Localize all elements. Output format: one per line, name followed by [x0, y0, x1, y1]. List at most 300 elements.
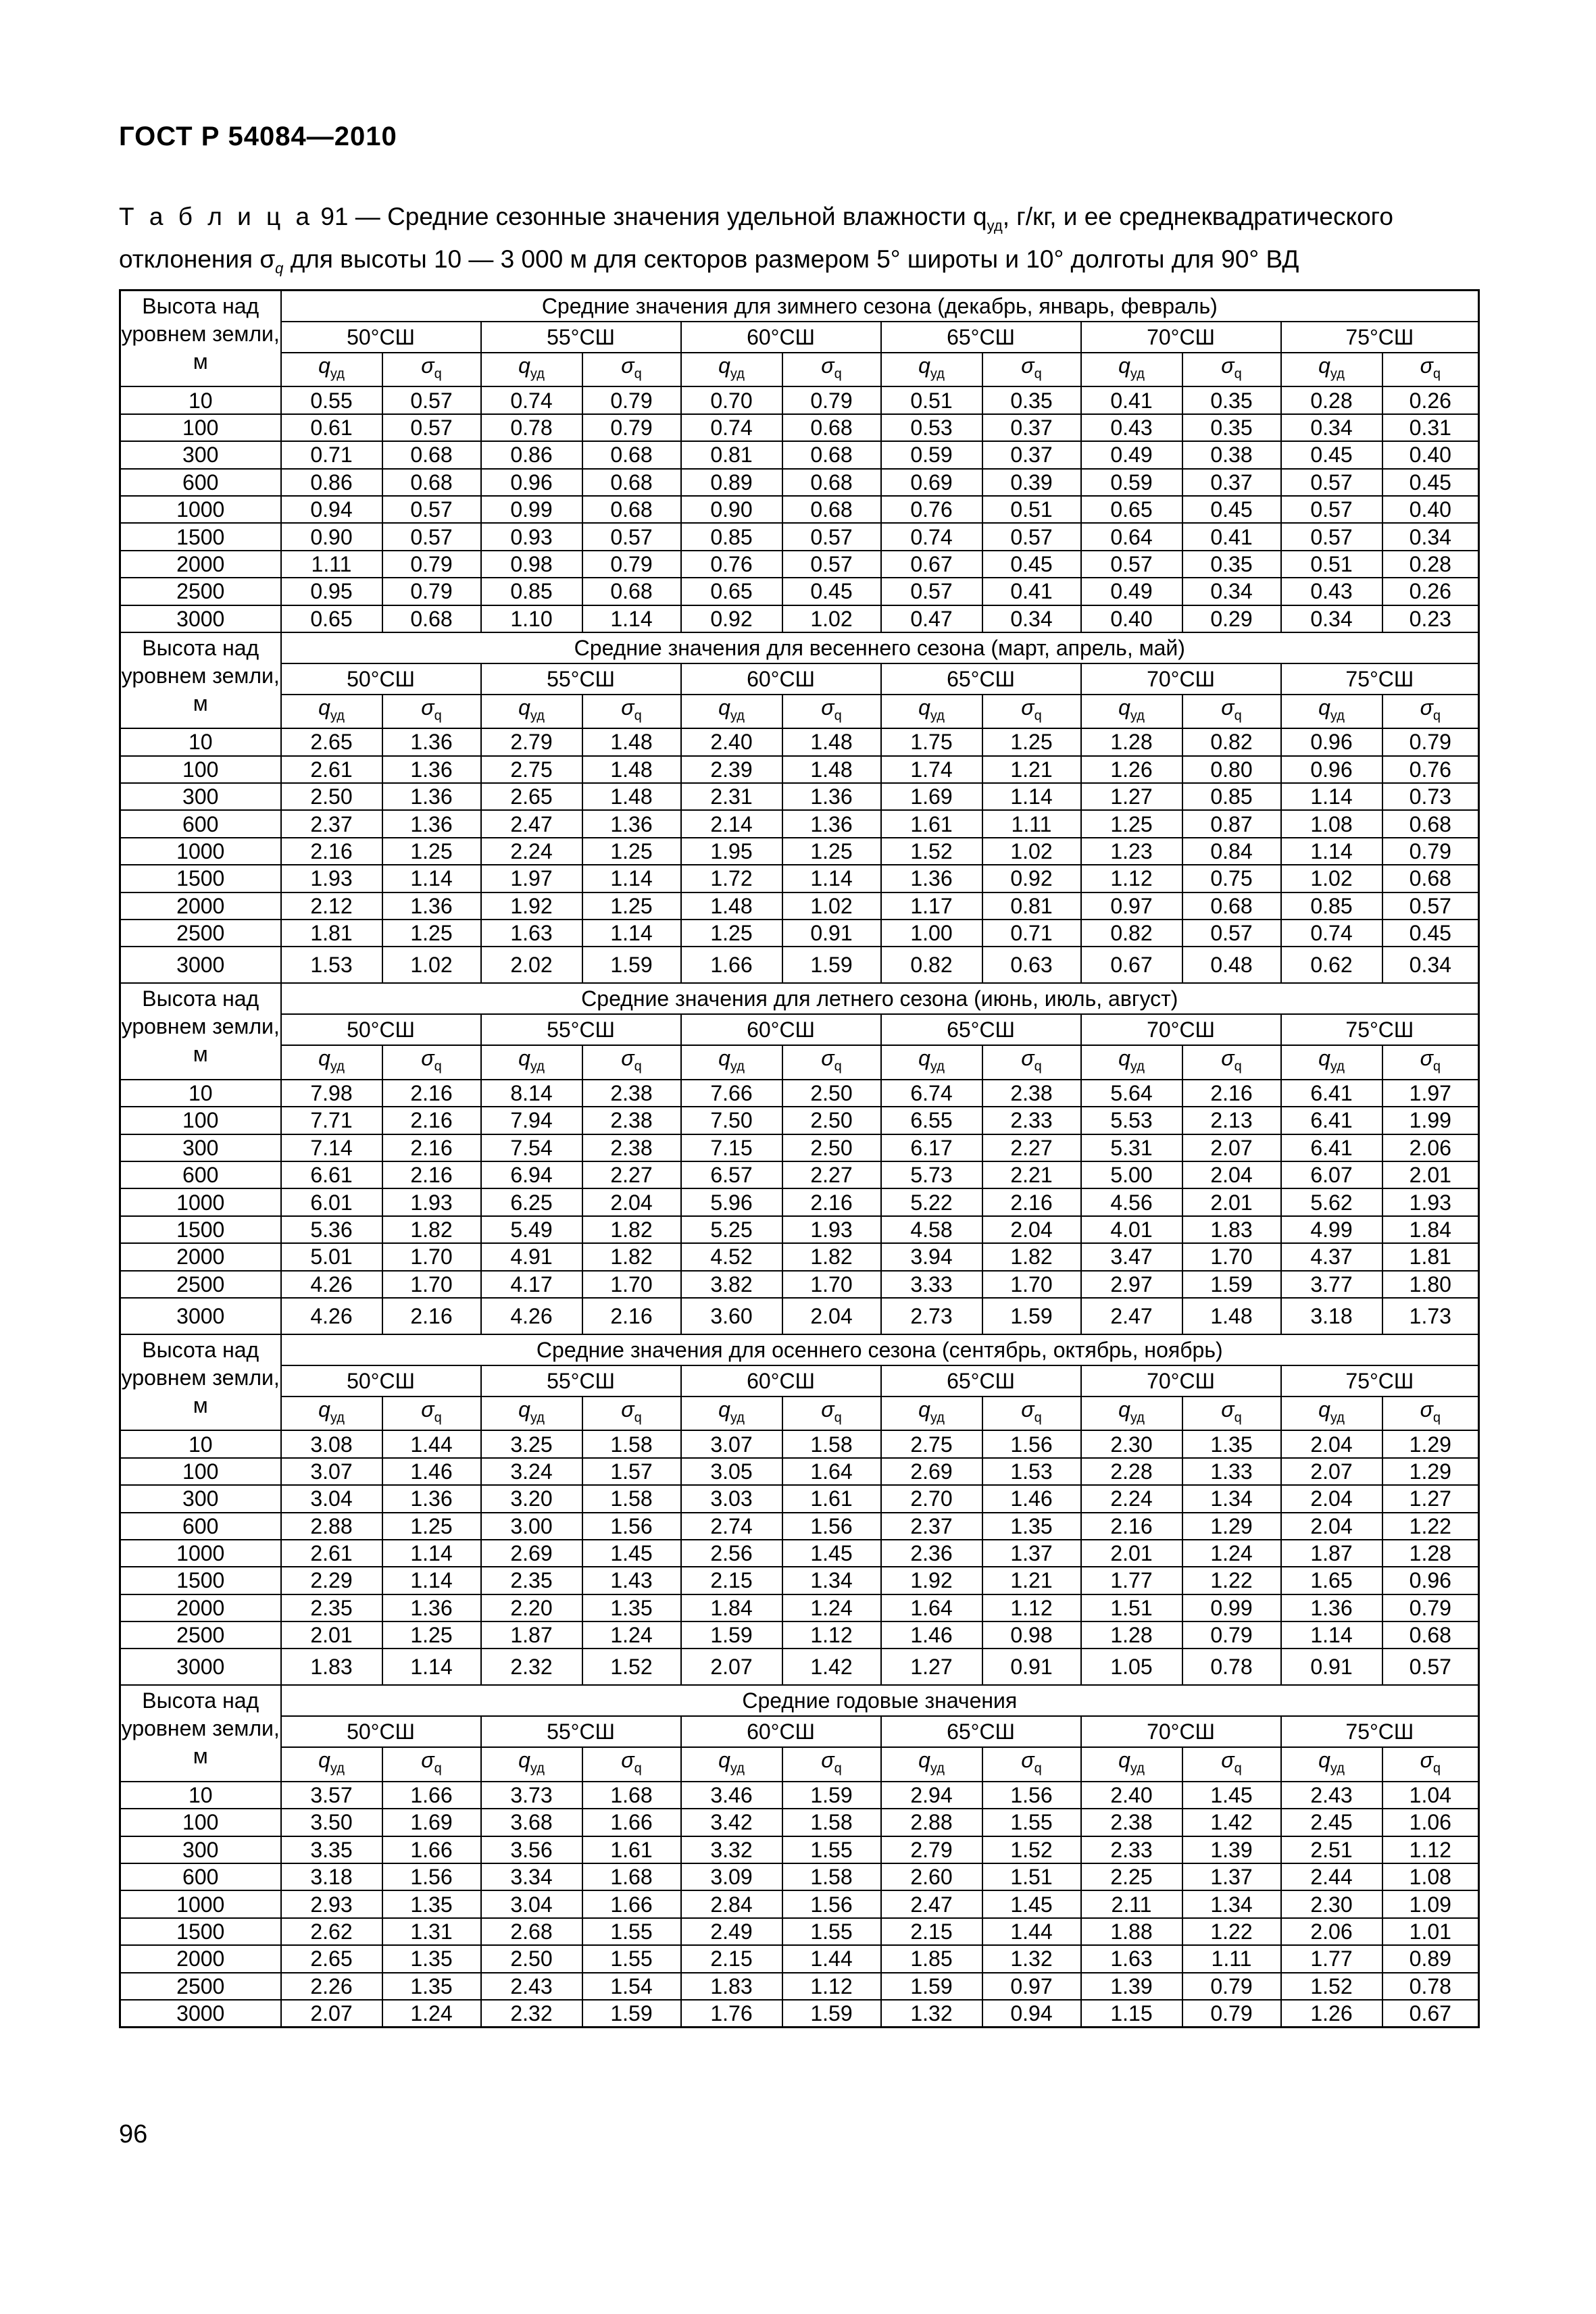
sigma-q-value: 1.14	[382, 1540, 481, 1567]
caption-prefix: Т а б л и ц а	[119, 203, 314, 230]
latitude-header: 65°СШ	[881, 1716, 1081, 1747]
sigma-q-value: 1.70	[1182, 1243, 1281, 1270]
sigma-q-header	[1382, 695, 1479, 728]
q-ud-value: 0.69	[881, 469, 982, 496]
q-ud-value: 1.26	[1081, 756, 1182, 783]
sigma-q-value: 1.14	[582, 920, 681, 947]
sigma-q-value: 1.52	[582, 1649, 681, 1685]
q-ud-value: 1.25	[681, 920, 782, 947]
table-row	[120, 551, 1479, 578]
q-ud-value: 1.92	[881, 1567, 982, 1594]
sigma-q-value: 1.82	[782, 1243, 881, 1270]
sigma-q-value: 0.57	[582, 523, 681, 550]
sigma-q-value: 1.68	[582, 1782, 681, 1809]
sigma-q-value: 0.79	[382, 578, 481, 605]
q-ud-header-subscript: уд	[930, 366, 945, 382]
q-ud-value: 2.44	[1281, 1863, 1382, 1890]
sigma-q-value: 2.04	[582, 1188, 681, 1215]
sigma-q-header	[582, 695, 681, 728]
q-ud-value: 1.10	[481, 605, 582, 632]
q-ud-value: 2.61	[281, 756, 382, 783]
q-ud-value: 0.96	[1281, 756, 1382, 783]
table-row	[120, 1649, 1479, 1685]
sigma-q-value: 2.01	[1182, 1188, 1281, 1215]
q-ud-value: 4.91	[481, 1243, 582, 1270]
sigma-q-value: 1.99	[1382, 1107, 1479, 1134]
q-ud-value: 4.37	[1281, 1243, 1382, 1270]
sigma-q-header	[1182, 695, 1281, 728]
q-ud-value: 3.04	[281, 1485, 382, 1512]
table-row	[120, 1134, 1479, 1161]
sigma-q-value: 2.04	[1182, 1161, 1281, 1188]
q-ud-value: 3.42	[681, 1809, 782, 1836]
sigma-q-value: 1.12	[1382, 1836, 1479, 1863]
sigma-q-value: 2.50	[782, 1080, 881, 1107]
q-ud-value: 1.02	[1281, 865, 1382, 892]
sigma-q-value: 1.29	[1182, 1513, 1281, 1540]
height-value: 2000	[120, 1945, 281, 1972]
sigma-q-value: 1.82	[982, 1243, 1081, 1270]
height-value: 10	[120, 1430, 281, 1457]
q-ud-value: 2.37	[881, 1513, 982, 1540]
sigma-q-header-symbol: $\sigma_q$	[1420, 695, 1441, 724]
height-value: 300	[120, 1485, 281, 1512]
q-ud-value: 1.27	[1081, 783, 1182, 810]
sigma-q-value: 0.99	[1182, 1594, 1281, 1621]
sigma-q-value: 2.33	[982, 1107, 1081, 1134]
q-ud-header	[1081, 1045, 1182, 1079]
sigma-q-value: 1.12	[782, 1621, 881, 1649]
q-ud-value: 4.52	[681, 1243, 782, 1270]
q-ud-value: 2.04	[1281, 1513, 1382, 1540]
sigma-q-value: 0.96	[1382, 1567, 1479, 1594]
table-row	[120, 728, 1479, 755]
caption-text3: для высоты 10 — 3 000 м для секторов размером 5° широты и 10° долготы для 90° ВД	[283, 245, 1299, 274]
q-ud-value: 0.45	[1281, 441, 1382, 468]
q-ud-header-symbol: $q_{уд}$	[518, 1397, 545, 1426]
q-ud-value: 2.30	[1281, 1890, 1382, 1917]
q-ud-header-subscript: уд	[930, 1059, 945, 1074]
height-value: 300	[120, 1134, 281, 1161]
sigma-q-header	[382, 1397, 481, 1430]
q-ud-value: 2.65	[281, 1945, 382, 1972]
q-ud-value: 2.47	[1081, 1298, 1182, 1334]
q-ud-value: 0.96	[1281, 728, 1382, 755]
sigma-q-value: 0.41	[1182, 523, 1281, 550]
sigma-q-header-symbol: $\sigma_q$	[821, 1748, 842, 1776]
q-ud-value: 3.20	[481, 1485, 582, 1512]
latitude-header: 65°СШ	[881, 1365, 1081, 1397]
sigma-q-header-subscript: q	[434, 1059, 442, 1074]
q-ud-value: 2.16	[281, 838, 382, 865]
sigma-q-value: 1.45	[1182, 1782, 1281, 1809]
sigma-q-value: 1.48	[1182, 1298, 1281, 1334]
sigma-q-header-subscript: q	[634, 1761, 642, 1776]
sigma-q-header-subscript: q	[1234, 708, 1242, 724]
symbol-row	[120, 1045, 1479, 1079]
sigma-q-value: 1.83	[1182, 1216, 1281, 1243]
q-ud-value: 2.33	[1081, 1836, 1182, 1863]
q-ud-value: 0.76	[881, 496, 982, 523]
q-ud-value: 0.90	[281, 523, 382, 550]
q-ud-value: 1.75	[881, 728, 982, 755]
sigma-q-value: 1.57	[582, 1458, 681, 1485]
sigma-q-value: 1.59	[582, 2000, 681, 2028]
sigma-q-header-symbol: $\sigma_q$	[421, 1748, 442, 1776]
sigma-q-value: 0.45	[1382, 920, 1479, 947]
sigma-q-header-symbol: $\sigma_q$	[1420, 1748, 1441, 1776]
sigma-q-value: 1.53	[982, 1458, 1081, 1485]
sigma-q-header	[1182, 1397, 1281, 1430]
height-value: 2500	[120, 1271, 281, 1298]
sigma-q-header-subscript: q	[1234, 1059, 1242, 1074]
height-value: 10	[120, 728, 281, 755]
q-ud-value: 2.51	[1281, 1836, 1382, 1863]
q-ud-header-symbol: $q_{уд}$	[318, 353, 345, 382]
sigma-q-value: 0.57	[1382, 892, 1479, 920]
humidity-table-wrapper	[119, 289, 1478, 2028]
sigma-q-value: 0.57	[1382, 1649, 1479, 1685]
q-ud-header-symbol: $q_{уд}$	[1318, 1748, 1345, 1776]
q-ud-value: 6.01	[281, 1188, 382, 1215]
sigma-q-header-subscript: q	[1234, 1761, 1242, 1776]
sigma-q-value: 0.79	[1382, 1594, 1479, 1621]
sigma-q-value: 2.50	[782, 1134, 881, 1161]
sigma-q-header	[382, 353, 481, 386]
sigma-q-value: 0.45	[782, 578, 881, 605]
q-ud-value: 0.53	[881, 414, 982, 441]
sigma-q-value: 1.93	[382, 1188, 481, 1215]
sigma-q-value: 1.36	[382, 892, 481, 920]
sigma-q-header-symbol: $\sigma_q$	[621, 1046, 642, 1074]
sigma-q-value: 1.48	[782, 756, 881, 783]
sigma-q-header-subscript: q	[1432, 1410, 1441, 1426]
q-ud-value: 2.15	[681, 1945, 782, 1972]
sigma-q-value: 0.89	[1382, 1945, 1479, 1972]
sigma-q-value: 0.45	[982, 551, 1081, 578]
q-ud-value: 2.01	[1081, 1540, 1182, 1567]
sigma-q-value: 0.68	[782, 414, 881, 441]
sigma-q-value: 1.29	[1382, 1430, 1479, 1457]
sigma-q-header-subscript: q	[834, 1059, 842, 1074]
q-ud-header	[1081, 1747, 1182, 1781]
q-ud-value: 2.62	[281, 1918, 382, 1945]
q-ud-header	[1281, 695, 1382, 728]
q-ud-value: 5.73	[881, 1161, 982, 1188]
table-row	[120, 2000, 1479, 2028]
latitude-header: 70°СШ	[1081, 1716, 1281, 1747]
sigma-q-value: 1.37	[982, 1540, 1081, 1567]
sigma-q-value: 1.25	[382, 1513, 481, 1540]
q-ud-value: 1.77	[1281, 1945, 1382, 1972]
height-value: 1500	[120, 523, 281, 550]
sigma-q-value: 2.16	[382, 1080, 481, 1107]
sigma-q-value: 0.23	[1382, 605, 1479, 632]
q-ud-value: 0.95	[281, 578, 382, 605]
q-ud-header-subscript: уд	[730, 366, 745, 382]
q-ud-header-subscript: уд	[730, 1410, 745, 1426]
latitude-header: 55°СШ	[481, 663, 681, 695]
q-ud-header-symbol: $q_{уд}$	[918, 695, 945, 724]
q-ud-header-subscript: уд	[1130, 366, 1145, 382]
q-ud-header	[881, 695, 982, 728]
q-ud-value: 3.46	[681, 1782, 782, 1809]
q-ud-value: 6.57	[681, 1161, 782, 1188]
section-title: Средние значения для осеннего сезона (сентябрь, октябрь, ноябрь)	[281, 1334, 1479, 1365]
page-number: 96	[119, 2120, 148, 2148]
sigma-q-value: 1.56	[982, 1430, 1081, 1457]
q-ud-value: 2.40	[1081, 1782, 1182, 1809]
height-value: 1000	[120, 1890, 281, 1917]
sigma-q-value: 0.68	[382, 441, 481, 468]
sigma-q-value: 0.48	[1182, 947, 1281, 983]
height-label: Высота над уровнем земли, м	[120, 983, 281, 1079]
q-ud-value: 2.36	[881, 1540, 982, 1567]
q-ud-value: 0.57	[1281, 523, 1382, 550]
sigma-q-value: 1.44	[782, 1945, 881, 1972]
sigma-q-value: 1.14	[982, 783, 1081, 810]
q-ud-value: 4.01	[1081, 1216, 1182, 1243]
sigma-q-header-symbol: $\sigma_q$	[821, 353, 842, 382]
sigma-q-value: 1.58	[582, 1430, 681, 1457]
q-ud-value: 1.28	[1081, 728, 1182, 755]
q-ud-value: 2.88	[881, 1809, 982, 1836]
height-value: 600	[120, 469, 281, 496]
q-ud-header-subscript: уд	[1330, 366, 1345, 382]
sigma-q-value: 0.26	[1382, 578, 1479, 605]
q-ud-header	[1281, 1397, 1382, 1430]
q-ud-header-subscript: уд	[530, 1761, 545, 1776]
table-row	[120, 523, 1479, 550]
q-ud-value: 2.37	[281, 810, 382, 837]
q-ud-header-symbol: $q_{уд}$	[1318, 1397, 1345, 1426]
q-ud-value: 0.74	[881, 523, 982, 550]
latitude-row	[120, 1014, 1479, 1045]
q-ud-value: 0.82	[1081, 920, 1182, 947]
sigma-q-value: 0.75	[1182, 865, 1281, 892]
q-ud-value: 2.32	[481, 2000, 582, 2028]
height-value: 10	[120, 1782, 281, 1809]
sigma-q-value: 1.46	[982, 1485, 1081, 1512]
q-ud-header-symbol: $q_{уд}$	[318, 1046, 345, 1074]
sigma-q-value: 1.56	[582, 1513, 681, 1540]
sigma-q-value: 0.79	[582, 386, 681, 413]
q-ud-value: 3.73	[481, 1782, 582, 1809]
q-ud-value: 7.15	[681, 1134, 782, 1161]
height-value: 600	[120, 1161, 281, 1188]
q-ud-value: 2.75	[881, 1430, 982, 1457]
sigma-q-value: 1.82	[382, 1216, 481, 1243]
sigma-q-value: 1.35	[1182, 1430, 1281, 1457]
q-ud-value: 1.28	[1081, 1621, 1182, 1649]
latitude-row	[120, 663, 1479, 695]
sigma-q-value: 0.51	[982, 496, 1081, 523]
sigma-q-value: 0.68	[782, 441, 881, 468]
q-ud-value: 3.68	[481, 1809, 582, 1836]
q-ud-value: 2.75	[481, 756, 582, 783]
sigma-q-header-subscript: q	[1034, 1761, 1042, 1776]
sigma-q-value: 0.57	[382, 414, 481, 441]
sigma-q-value: 0.29	[1182, 605, 1281, 632]
sigma-q-value: 1.58	[782, 1809, 881, 1836]
sigma-q-header	[782, 1397, 881, 1430]
sigma-q-value: 0.38	[1182, 441, 1281, 468]
q-ud-value: 1.00	[881, 920, 982, 947]
latitude-header: 60°СШ	[681, 1716, 881, 1747]
sigma-q-value: 1.11	[1182, 1945, 1281, 1972]
table-row	[120, 1298, 1479, 1334]
sigma-q-value: 1.55	[582, 1918, 681, 1945]
sigma-q-value: 1.66	[582, 1809, 681, 1836]
sigma-q-header-subscript: q	[1034, 1059, 1042, 1074]
sigma-q-value: 1.32	[982, 1945, 1081, 1972]
height-value: 1000	[120, 1188, 281, 1215]
sigma-q-header-symbol: $\sigma_q$	[1420, 353, 1441, 382]
q-ud-value: 2.50	[281, 783, 382, 810]
sigma-q-value: 1.70	[982, 1271, 1081, 1298]
q-ud-value: 5.36	[281, 1216, 382, 1243]
sigma-q-header	[1382, 1747, 1479, 1781]
q-ud-value: 6.74	[881, 1080, 982, 1107]
sigma-q-header	[1182, 1045, 1281, 1079]
sigma-q-header	[582, 1045, 681, 1079]
q-ud-value: 3.24	[481, 1458, 582, 1485]
q-ud-value: 0.49	[1081, 578, 1182, 605]
sigma-q-value: 1.44	[982, 1918, 1081, 1945]
table-row	[120, 892, 1479, 920]
sigma-q-value: 2.38	[982, 1080, 1081, 1107]
table-caption	[119, 200, 1477, 286]
q-ud-header-subscript: уд	[1330, 1059, 1345, 1074]
q-ud-value: 2.73	[881, 1298, 982, 1334]
q-ud-value: 2.16	[1081, 1513, 1182, 1540]
latitude-header: 65°СШ	[881, 322, 1081, 353]
sigma-q-header-subscript: q	[434, 708, 442, 724]
q-ud-value: 0.64	[1081, 523, 1182, 550]
q-ud-value: 6.17	[881, 1134, 982, 1161]
q-ud-value: 0.99	[481, 496, 582, 523]
sigma-q-value: 0.68	[1182, 892, 1281, 920]
q-ud-value: 3.00	[481, 1513, 582, 1540]
sigma-q-value: 1.36	[382, 728, 481, 755]
q-ud-value: 1.74	[881, 756, 982, 783]
q-ud-header	[681, 1045, 782, 1079]
table-row	[120, 865, 1479, 892]
height-value: 1000	[120, 838, 281, 865]
sigma-q-value: 0.68	[782, 496, 881, 523]
document-header: ГОСТ Р 54084—2010	[119, 122, 397, 151]
q-ud-header-subscript: уд	[930, 708, 945, 724]
latitude-row	[120, 1365, 1479, 1397]
q-ud-header-symbol: $q_{уд}$	[1118, 353, 1145, 382]
q-ud-value: 2.32	[481, 1649, 582, 1685]
q-ud-header-subscript: уд	[530, 1410, 545, 1426]
sigma-q-value: 1.93	[1382, 1188, 1479, 1215]
q-ud-header-symbol: $q_{уд}$	[718, 1397, 745, 1426]
sigma-q-value: 1.02	[782, 892, 881, 920]
q-ud-value: 1.76	[681, 2000, 782, 2028]
q-ud-value: 1.83	[281, 1649, 382, 1685]
q-ud-value: 2.20	[481, 1594, 582, 1621]
sigma-q-value: 0.37	[982, 414, 1081, 441]
sigma-q-header-subscript: q	[1234, 1410, 1242, 1426]
sigma-q-header	[1382, 1397, 1479, 1430]
height-value: 1500	[120, 1216, 281, 1243]
sigma-q-value: 0.85	[1182, 783, 1281, 810]
sigma-q-value: 1.45	[782, 1540, 881, 1567]
sigma-q-value: 0.35	[1182, 386, 1281, 413]
sigma-q-header-symbol: $\sigma_q$	[1221, 353, 1242, 382]
humidity-table	[119, 289, 1480, 2028]
table-row	[120, 1107, 1479, 1134]
sigma-q-value: 0.57	[782, 523, 881, 550]
sigma-q-value: 1.48	[782, 728, 881, 755]
sigma-q-value: 1.14	[582, 865, 681, 892]
sigma-q-value: 0.68	[382, 469, 481, 496]
sigma-q-value: 2.06	[1382, 1134, 1479, 1161]
sigma-q-value: 1.39	[1182, 1836, 1281, 1863]
sigma-q-value: 1.34	[1182, 1890, 1281, 1917]
q-ud-value: 0.85	[681, 523, 782, 550]
sigma-q-value: 1.42	[1182, 1809, 1281, 1836]
q-ud-value: 0.74	[681, 414, 782, 441]
height-value: 2000	[120, 1243, 281, 1270]
q-ud-header-subscript: уд	[1130, 708, 1145, 724]
q-ud-value: 0.65	[681, 578, 782, 605]
q-ud-value: 0.67	[1081, 947, 1182, 983]
sigma-q-value: 2.38	[582, 1107, 681, 1134]
sigma-q-value: 1.25	[582, 838, 681, 865]
q-ud-value: 4.26	[481, 1298, 582, 1334]
sigma-q-value: 1.01	[1382, 1918, 1479, 1945]
sigma-q-header	[1382, 353, 1479, 386]
sigma-q-value: 1.59	[582, 947, 681, 983]
sigma-q-header-symbol: $\sigma_q$	[1221, 1046, 1242, 1074]
q-ud-value: 2.93	[281, 1890, 382, 1917]
q-ud-value: 2.74	[681, 1513, 782, 1540]
q-ud-value: 0.76	[681, 551, 782, 578]
height-value: 100	[120, 1809, 281, 1836]
sigma-q-value: 0.34	[982, 605, 1081, 632]
q-ud-value: 1.87	[1281, 1540, 1382, 1567]
sigma-q-value: 1.25	[582, 892, 681, 920]
sigma-q-value: 1.35	[582, 1594, 681, 1621]
q-ud-header	[881, 1747, 982, 1781]
sigma-q-value: 2.38	[582, 1080, 681, 1107]
sigma-q-header	[382, 695, 481, 728]
q-ud-value: 1.72	[681, 865, 782, 892]
sigma-q-header-subscript: q	[834, 708, 842, 724]
sigma-q-header-symbol: $\sigma_q$	[1021, 1046, 1042, 1074]
table-row	[120, 1540, 1479, 1567]
sigma-q-value: 1.25	[382, 1621, 481, 1649]
sigma-q-value: 1.21	[982, 756, 1081, 783]
q-ud-header	[681, 1397, 782, 1430]
sigma-q-value: 1.55	[982, 1809, 1081, 1836]
table-row	[120, 386, 1479, 413]
q-ud-header	[1281, 1747, 1382, 1781]
sigma-q-header-subscript: q	[834, 366, 842, 382]
q-ud-value: 0.40	[1081, 605, 1182, 632]
q-ud-header-subscript: уд	[1130, 1410, 1145, 1426]
sigma-q-value: 0.68	[582, 496, 681, 523]
table-row	[120, 1918, 1479, 1945]
q-ud-value: 2.01	[281, 1621, 382, 1649]
section-title: Средние значения для летнего сезона (июнь, июль, август)	[281, 983, 1479, 1014]
q-ud-header-symbol: $q_{уд}$	[1118, 695, 1145, 724]
q-ud-value: 5.01	[281, 1243, 382, 1270]
sigma-q-header-symbol: $\sigma_q$	[421, 1397, 442, 1426]
